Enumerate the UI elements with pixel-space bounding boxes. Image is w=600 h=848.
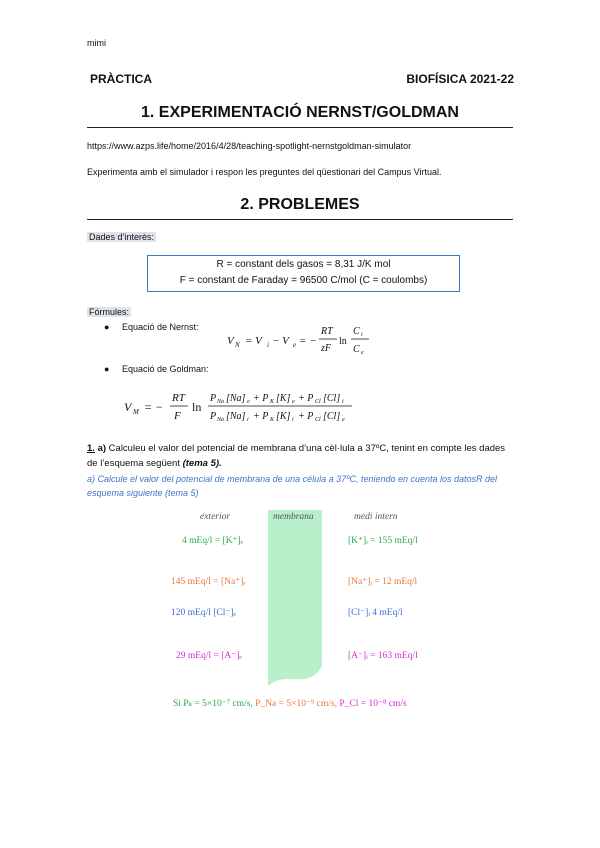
svg-text:− V: − V (272, 335, 289, 347)
na-exterior: 145 mEq/l = [Na⁺]ₑ (171, 577, 246, 587)
perm-na: P_Na = 5×10⁻⁹ cm/s, (255, 699, 338, 709)
svg-text:V: V (124, 400, 132, 414)
svg-text:P: P (210, 393, 217, 404)
svg-text:e: e (361, 350, 364, 356)
svg-text:e: e (342, 417, 345, 423)
header-user: mimi (87, 38, 106, 48)
simulator-url[interactable]: https://www.azps.life/home/2016/4/28/teaching-spotlight-nernstgoldman-simulator (87, 141, 412, 151)
formules-label: Fórmules: (89, 307, 130, 317)
question1-text (87, 441, 517, 471)
svg-text:C: C (353, 344, 360, 355)
svg-text:+ P: + P (253, 393, 269, 404)
svg-text:+ P: + P (253, 411, 269, 422)
svg-text:+ P: + P (298, 393, 314, 404)
svg-text:C: C (353, 326, 360, 337)
svg-text:= V: = V (245, 335, 262, 347)
svg-text:Na: Na (217, 417, 225, 423)
svg-text:e: e (293, 341, 297, 349)
permeabilities (173, 698, 407, 709)
svg-text:M: M (133, 408, 139, 416)
svg-text:[Cl]: [Cl] (323, 393, 341, 404)
a-interior: [A⁻]ᵢ = 163 mEq/l (348, 651, 418, 661)
svg-text:ln: ln (339, 336, 347, 347)
header-practica: PRÀCTICA (90, 72, 152, 86)
svg-text:+ P: + P (298, 411, 314, 422)
svg-text:[Na]: [Na] (226, 393, 246, 404)
cl-interior: [Cl⁻]ᵢ 4 mEq/l (348, 608, 403, 618)
svg-text:i: i (342, 399, 344, 405)
svg-text:[K]: [K] (276, 411, 291, 422)
svg-text:i: i (267, 341, 269, 349)
question1-catalan: Calculeu el valor del potencial de membrana d’una cèl·lula a 37ºC, tenint en compte les dades de l’esquema següent (87, 443, 506, 469)
constant-r: R = constant dels gasos = 8,31 J/K mol (216, 259, 391, 270)
svg-text:[Na]: [Na] (226, 411, 246, 422)
svg-text:F: F (174, 410, 181, 422)
constants-box (147, 255, 460, 292)
header-subject: BIOFÍSICA 2021-22 (406, 72, 514, 86)
membrane-label: membrana (273, 512, 314, 522)
svg-text:[K]: [K] (276, 393, 291, 404)
svg-text:RT: RT (321, 326, 333, 337)
svg-text:Cl: Cl (315, 417, 321, 423)
svg-text:i: i (247, 417, 249, 423)
nernst-item (104, 322, 199, 332)
svg-text:K: K (270, 417, 275, 423)
svg-text:P: P (210, 411, 217, 422)
section2-rule (87, 219, 513, 220)
svg-text:V: V (227, 335, 234, 347)
section1-rule (87, 127, 513, 128)
question1-spanish: a) Calcule el valor del potencial de membrana de una célula a 37ºC, teniendo en cuenta los datosR del esquema siguiente (tema 5) (87, 474, 498, 498)
interior-label: medi intern (354, 512, 398, 522)
svg-text:i: i (361, 332, 363, 338)
section1-instruction: Experimenta amb el simulador i respon les preguntes del qüestionari del Campus Virtual. (87, 167, 442, 177)
svg-text:Na: Na (217, 399, 225, 405)
svg-text:i: i (292, 417, 294, 423)
goldman-item (104, 364, 209, 374)
constant-f: F = constant de Faraday = 96500 C/mol (C = coulombs) (179, 275, 428, 286)
svg-text:= −: = − (144, 400, 164, 414)
svg-text:RT: RT (172, 392, 185, 404)
na-interior: [Na⁺]ᵢ = 12 mEq/l (348, 577, 418, 587)
membrane-shape (262, 510, 332, 688)
svg-text:[Cl]: [Cl] (323, 411, 341, 422)
goldman-label: Equació de Goldman: (121, 364, 209, 374)
svg-text:Cl: Cl (315, 399, 321, 405)
k-interior: [K⁺]ᵢ = 155 mEq/l (348, 536, 418, 546)
svg-text:= −: = − (299, 335, 317, 347)
bullet-icon: ● (104, 364, 110, 374)
dades-label: Dades d’interès: (89, 232, 155, 242)
section2-title: 2. PROBLEMES (240, 196, 360, 213)
svg-text:ln: ln (192, 400, 202, 414)
svg-text:N: N (235, 341, 240, 349)
perm-cl: P_Cl = 10⁻⁸ cm/s (339, 699, 407, 709)
goldman-formula (120, 385, 450, 427)
cl-exterior: 120 mEq/l [Cl⁻]ₑ (171, 608, 236, 618)
section1-title: 1. EXPERIMENTACIÓ NERNST/GOLDMAN (141, 104, 459, 121)
nernst-label: Equació de Nernst: (121, 322, 199, 332)
question1-tema: (tema 5). (182, 458, 222, 469)
svg-text:zF: zF (321, 343, 331, 354)
k-exterior: 4 mEq/l = [K⁺]ₑ (182, 536, 244, 546)
a-exterior: 29 mEq/l = [A⁻]ₑ (176, 651, 242, 661)
svg-text:K: K (270, 399, 275, 405)
exterior-label: exterior (200, 512, 231, 522)
bullet-icon: ● (104, 322, 110, 332)
perm-k: Si Pₖ = 5×10⁻⁷ cm/s, (173, 699, 253, 709)
svg-text:e: e (292, 399, 295, 405)
nernst-formula (225, 318, 385, 360)
question1-part: a) (97, 443, 107, 454)
question1-number: 1. (87, 443, 95, 454)
svg-text:e: e (247, 399, 250, 405)
